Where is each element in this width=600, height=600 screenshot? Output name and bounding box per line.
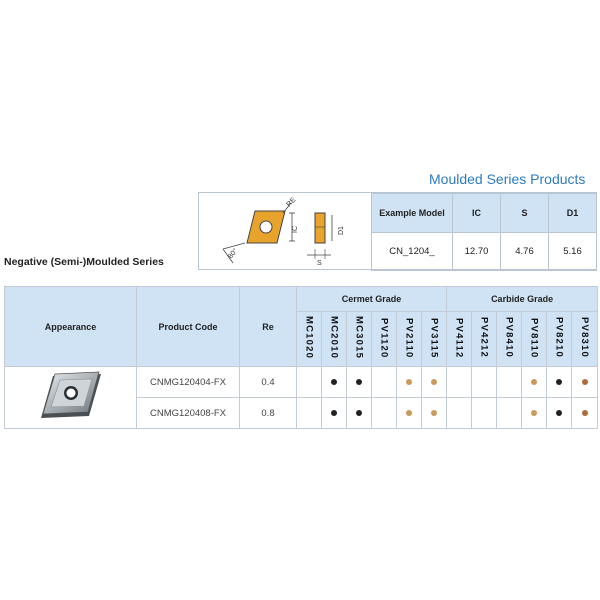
example-panel — [198, 192, 597, 270]
grade-header-pv8410 — [497, 312, 522, 367]
negative-series-title: Negative (Semi-)Moulded Series — [4, 256, 164, 268]
grade-label: MC3015 — [353, 316, 365, 360]
grade-header-pv1120 — [372, 312, 397, 367]
grade-cell — [297, 398, 322, 429]
grade-cell — [322, 367, 347, 398]
gold-dot-mark — [531, 379, 537, 385]
grade-header-pv4112 — [447, 312, 472, 367]
insert-image-cell — [5, 367, 137, 429]
grade-cell — [547, 367, 572, 398]
grade-header-pv2110 — [397, 312, 422, 367]
grade-label: MC1020 — [303, 316, 315, 360]
grade-cell — [297, 367, 322, 398]
black-dot-mark — [556, 379, 562, 385]
black-dot-mark — [331, 410, 337, 416]
grade-label: PV8410 — [503, 317, 515, 359]
grade-cell — [347, 367, 372, 398]
grade-header-pv8310 — [572, 312, 598, 367]
gold-dot-mark — [406, 379, 412, 385]
insert-side-shape — [315, 213, 325, 243]
grade-cell — [472, 367, 497, 398]
grade-cell — [497, 367, 522, 398]
grade-cell — [497, 398, 522, 429]
s-header: S — [501, 194, 549, 233]
grade-cell — [522, 367, 547, 398]
grade-cell — [447, 398, 472, 429]
grade-cell — [422, 367, 447, 398]
re-value: 0.4 — [240, 367, 297, 398]
grade-header-mc3015 — [347, 312, 372, 367]
cnmg-insert-image — [31, 370, 111, 422]
re-value: 0.8 — [240, 398, 297, 429]
gold-dot-mark — [431, 410, 437, 416]
insert-hole-shape — [260, 221, 272, 233]
re-label: RE — [285, 196, 298, 209]
grade-header-pv3115 — [422, 312, 447, 367]
grade-header-pv8210 — [547, 312, 572, 367]
grade-header-pv8110 — [522, 312, 547, 367]
grade-header-mc1020 — [297, 312, 322, 367]
grade-label: PV4112 — [453, 317, 465, 359]
grade-cell — [572, 398, 598, 429]
s-value: 4.76 — [501, 233, 549, 271]
grade-label: PV8110 — [528, 317, 540, 359]
d1-label: D1 — [338, 226, 345, 235]
brown-dot-mark — [582, 379, 588, 385]
grade-cell — [547, 398, 572, 429]
grade-cell — [422, 398, 447, 429]
grade-label: MC2010 — [328, 316, 340, 360]
series-title: Moulded Series Products — [429, 171, 586, 187]
grade-header-mc2010 — [322, 312, 347, 367]
example-model-header: Example Model — [372, 194, 453, 233]
grade-label: PV2110 — [403, 317, 415, 359]
grade-cell — [322, 398, 347, 429]
grade-cell — [372, 367, 397, 398]
re-header: Re — [240, 287, 297, 367]
grade-cell — [397, 398, 422, 429]
product-code: CNMG120408-FX — [137, 398, 240, 429]
s-label: S — [317, 260, 322, 267]
gold-dot-mark — [406, 410, 412, 416]
grade-label: PV8310 — [579, 317, 591, 359]
grade-cell — [347, 398, 372, 429]
product-table — [4, 286, 598, 429]
grade-cell — [447, 367, 472, 398]
grade-cell — [522, 398, 547, 429]
product-code-header: Product Code — [137, 287, 240, 367]
insert-diagram — [199, 193, 371, 269]
d1-value: 5.16 — [549, 233, 597, 271]
cermet-grade-header: Cermet Grade — [297, 287, 447, 312]
grade-label: PV8210 — [553, 317, 565, 359]
black-dot-mark — [331, 379, 337, 385]
ic-header: IC — [453, 194, 501, 233]
gold-dot-mark — [531, 410, 537, 416]
grade-label: PV3115 — [428, 317, 440, 359]
gold-dot-mark — [431, 379, 437, 385]
grade-header-pv4212 — [472, 312, 497, 367]
carbide-grade-header: Carbide Grade — [447, 287, 598, 312]
black-dot-mark — [556, 410, 562, 416]
grade-cell — [397, 367, 422, 398]
d1-header: D1 — [549, 194, 597, 233]
ic-value: 12.70 — [453, 233, 501, 271]
grade-cell — [472, 398, 497, 429]
table-row — [5, 367, 598, 398]
example-model-value: CN_1204_ — [372, 233, 453, 271]
ic-label: IC — [292, 226, 299, 233]
grade-label: PV1120 — [378, 317, 390, 359]
appearance-header: Appearance — [5, 287, 137, 367]
brown-dot-mark — [582, 410, 588, 416]
grade-cell — [372, 398, 397, 429]
example-table — [371, 193, 597, 271]
black-dot-mark — [356, 379, 362, 385]
grade-cell — [572, 367, 598, 398]
black-dot-mark — [356, 410, 362, 416]
product-code: CNMG120404-FX — [137, 367, 240, 398]
grade-label: PV4212 — [478, 317, 490, 359]
angle-label: 80° — [227, 247, 240, 261]
